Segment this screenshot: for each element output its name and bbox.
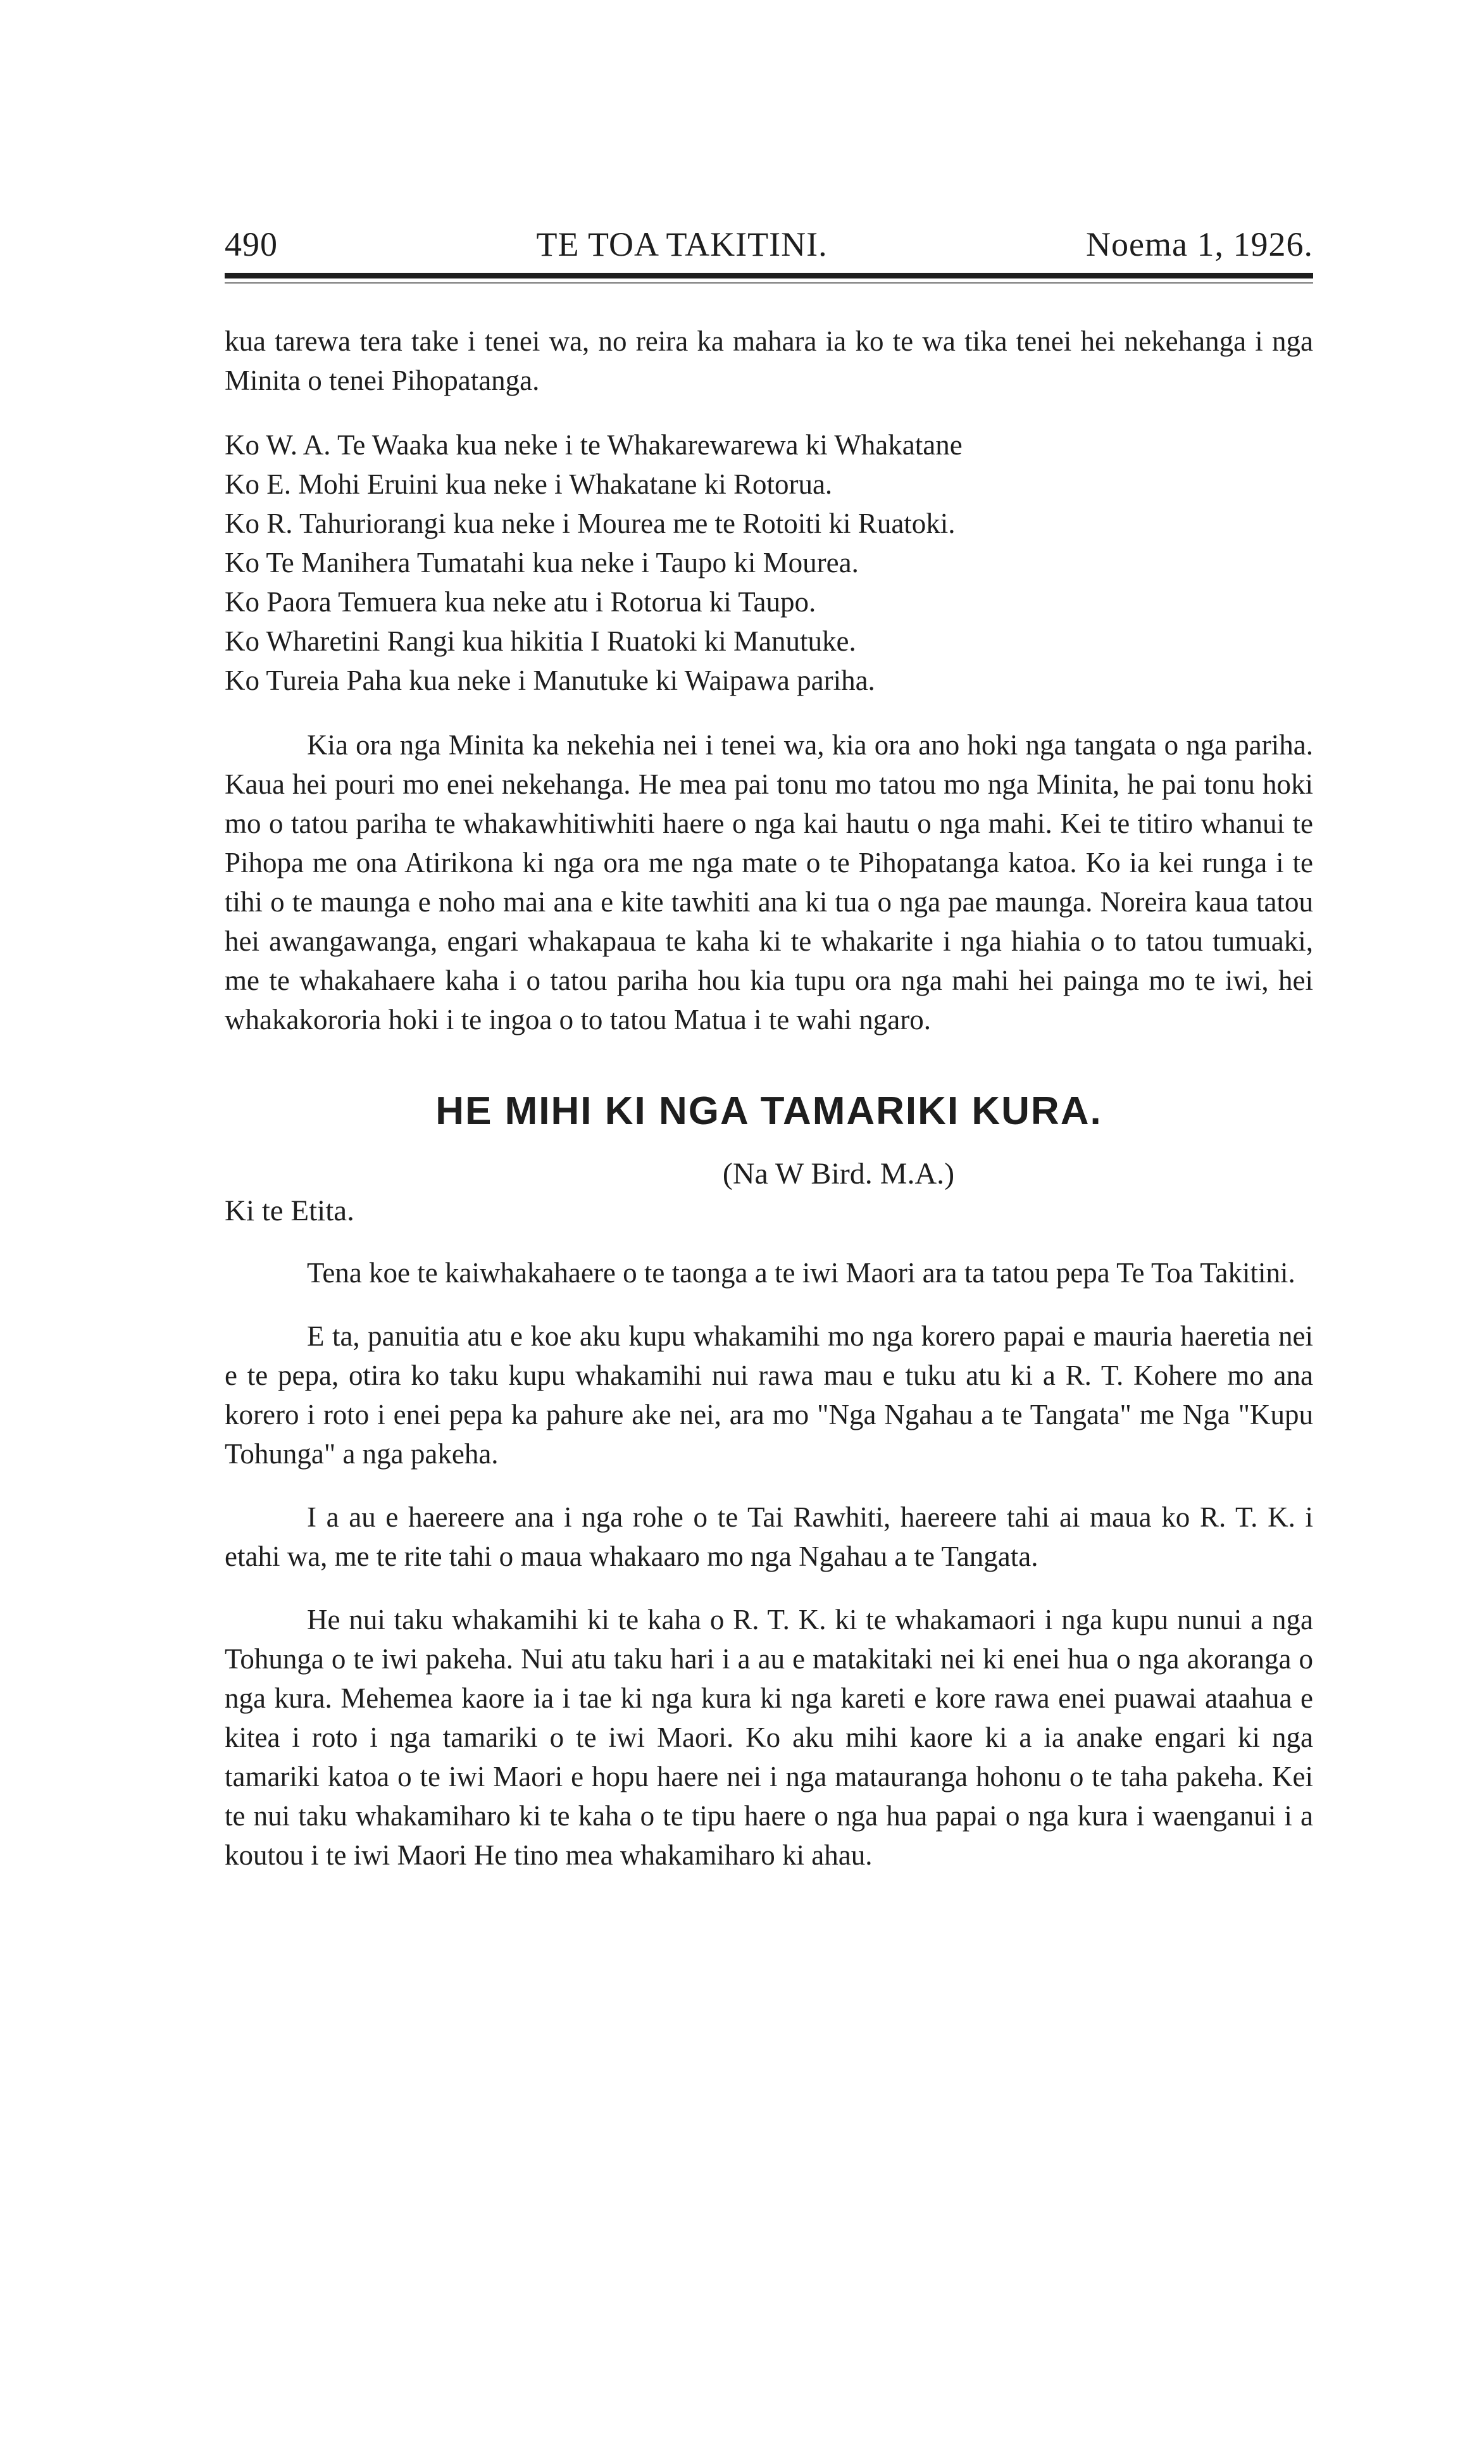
article-body xyxy=(225,1253,1313,1875)
page xyxy=(225,225,1313,1875)
header-rule xyxy=(225,273,1313,278)
intro-paragraph: kua tarewa tera take i tenei wa, no reira ka mahara ia ko te wa tika tenei hei nekehanga i nga Minita o tenei Pihopatanga. xyxy=(225,325,1313,396)
move-item: Ko Paora Temuera kua neke atu i Rotorua ki Taupo. xyxy=(225,586,816,618)
minister-moves-list xyxy=(225,425,1313,700)
move-item: Ko Te Manihera Tumatahi kua neke i Taupo ki Mourea. xyxy=(225,547,859,578)
move-item: Ko E. Mohi Eruini kua neke i Whakatane ki Rotorua. xyxy=(225,468,833,500)
move-item: Ko R. Tahuriorangi kua neke i Mourea me te Rotoiti ki Ruatoki. xyxy=(225,508,956,539)
header-rule-thin xyxy=(225,282,1313,284)
move-item: Ko W. A. Te Waaka kua neke i te Whakarewarewa ki Whakatane xyxy=(225,429,963,461)
article-paragraph: Tena koe te kaiwhakahaere o te taonga a te iwi Maori ara ta tatou pepa Te Toa Takitini. xyxy=(307,1257,1295,1289)
article-paragraph: E ta, panuitia atu e koe aku kupu whakamihi mo nga korero papai e mauria haeretia nei e te pepa, otira ko taku kupu whakamihi nui rawa mau e tuku atu ki a R. T. Kohere mo ana korero i roto i enei pepa ka pahure ake nei, ara mo "Nga Ngahau a te Tangata" me Nga "Kupu Tohunga" a nga pakeha. xyxy=(225,1320,1313,1470)
journal-title: TE TOA TAKITINI. xyxy=(536,225,828,263)
closing-section xyxy=(225,725,1313,1039)
running-head xyxy=(225,225,1313,269)
issue-date: Noema 1, 1926. xyxy=(1086,225,1313,263)
article-title: HE MIHI KI NGA TAMARIKI KURA. xyxy=(435,1089,1102,1133)
move-item: Ko Tureia Paha kua neke i Manutuke ki Waipawa pariha. xyxy=(225,665,875,696)
closing-paragraph: Kia ora nga Minita ka nekehia nei i tenei wa, kia ora ano hoki nga tangata o nga pariha. Kaua hei pouri mo enei nekehanga. He mea pai tonu mo tatou mo nga Minita, he pai tonu hoki mo o tatou pariha te whakawhitiwhiti haere o nga kai hautu o nga mahi. Kei te titiro whanui te Pihopa me ona Atirikona ki nga ora me nga mate o te Pihopatanga katoa. Ko ia kei runga i te tihi o te maunga e noho mai ana e kite tawhiti ana ki tua o nga pae maunga. Noreira kaua tatou hei awangawanga, engari whakapaua te kaha ki te whakarite i nga hiahia o to tatou tumuaki, me te whakahaere kaha i o tatou pariha hou kia tupu ora nga mahi hei painga mo te iwi, hei whakakororia hoki i te ingoa o to tatou Matua i te wahi ngaro. xyxy=(225,729,1313,1035)
article-paragraph: He nui taku whakamihi ki te kaha o R. T. K. ki te whakamaori i nga kupu nunui a nga Tohunga o te iwi pakeha. Nui atu taku hari i a au e matakitaki nei ki enei hua o nga akoranga o nga kura. Mehemea kaore ia i tae ki nga kura ki nga kareti e kore rawa enei puawai ataahua e kitea i roto i nga tamariki o te iwi Maori. Ko aku mihi kaore ki a ia anake engari ki nga tamariki katoa o te iwi Maori e hopu haere nei i nga matauranga hohonu o te taha pakeha. Kei te nui taku whakamiharo ki te kaha o te tipu haere o nga hua papai o nga kura i waenganui i a koutou i te iwi Maori He tino mea whakamiharo ki ahau. xyxy=(225,1604,1313,1871)
intro-section xyxy=(225,322,1313,400)
page-number: 490 xyxy=(225,225,278,263)
move-item: Ko Wharetini Rangi kua hikitia I Ruatoki ki Manutuke. xyxy=(225,625,856,657)
article-byline: (Na W Bird. M.A.) xyxy=(722,1157,955,1191)
article-paragraph: I a au e haereere ana i nga rohe o te Tai Rawhiti, haereere tahi ai maua ko R. T. K. i etahi wa, me te rite tahi o maua whakaaro mo nga Ngahau a te Tangata. xyxy=(225,1501,1313,1572)
article-salutation: Ki te Etita. xyxy=(225,1194,354,1227)
